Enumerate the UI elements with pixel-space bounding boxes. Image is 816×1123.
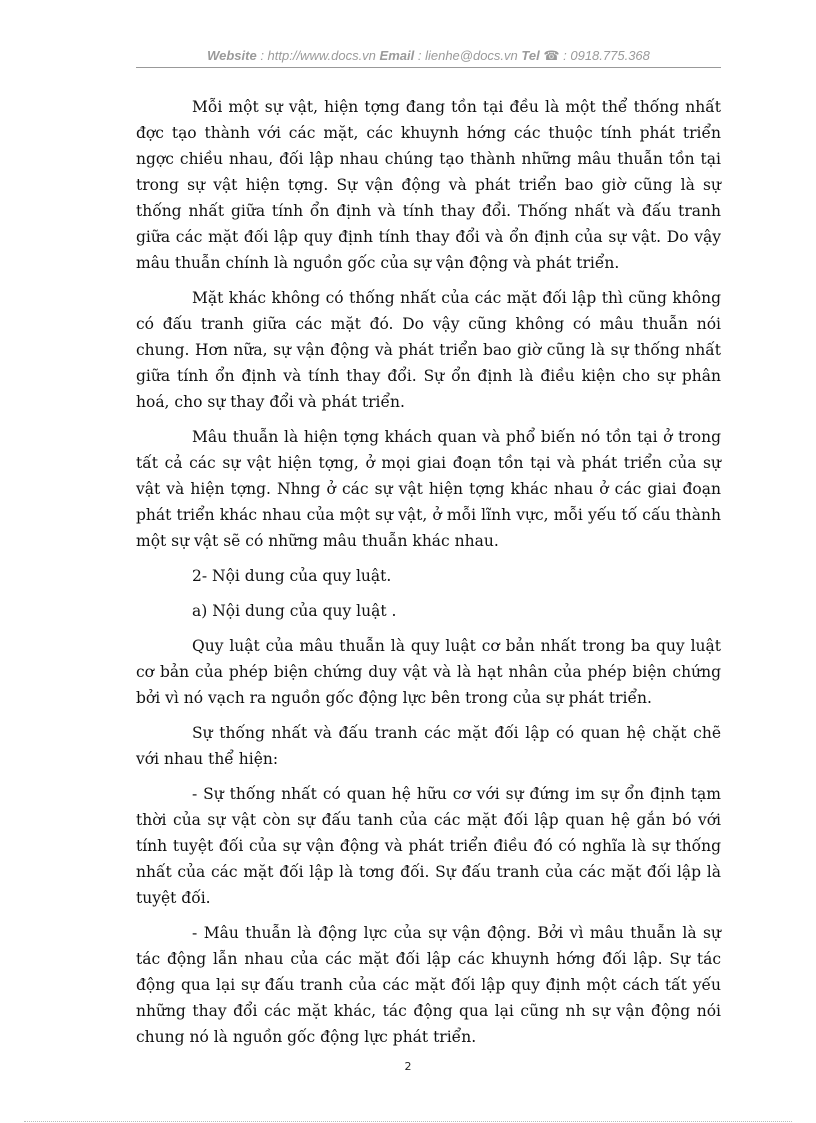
paragraph-law-of-contradiction: Quy luật của mâu thuẫn là quy luật cơ bản nhất trong ba quy luật cơ bản của phép biện chứng duy vật và là hạt nhân của phép biện chứng bởi vì nó vạch ra nguồn gốc động lực bên trong của sự phát triển. — [136, 637, 721, 707]
email-value: : lienhe@docs.vn — [417, 48, 518, 63]
bullet-contradiction-driving-force: - Mâu thuẫn là động lực của sự vận động. Bởi vì mâu thuẫn là sự tác động lẫn nhau của các mặt đối lập các khuynh hớng đối lập. Sự tác động qua lại sự đấu tranh của các mặt đối lập quy định một cách tất yếu những thay đổi các mặt khác, tác động qua lại cũng nh sự vận động nói chung nó là nguồn gốc động lực phát triển. — [136, 924, 721, 1046]
email-label: Email — [379, 48, 415, 63]
tel-label: Tel — [521, 48, 540, 63]
section-heading-law-content: 2- Nội dung của quy luật. — [192, 567, 392, 585]
document-body — [136, 94, 721, 1059]
subsection-heading-law-content: a) Nội dung của quy luật . — [192, 602, 397, 620]
page-number: 2 — [404, 1060, 412, 1073]
tel-value: ☎ : 0918.775.368 — [543, 48, 650, 63]
header-divider — [136, 67, 721, 68]
paragraph-close-relationship: Sự thống nhất và đấu tranh các mặt đối lập có quan hệ chặt chẽ với nhau thể hiện: — [136, 724, 721, 768]
paragraph-contradiction-unity: Mỗi một sự vật, hiện tợng đang tồn tại đều là một thể thống nhất đợc tạo thành với các mặt, các khuynh hớng các thuộc tính phát triển ngợc chiều nhau, đối lập nhau chúng tạo thành những mâu thuẫn tồn tại trong sự vật hiện tợng. Sự vận động và phát triển bao giờ cũng là sự thống nhất giữa tính ổn định và tính thay đổi. Thống nhất và đấu tranh giữa các mặt đối lập quy định tính thay đổi và ổn định của sự vật. Do vậy mâu thuẫn chính là nguồn gốc của sự vận động và phát triển. — [136, 98, 721, 272]
page-header — [136, 48, 721, 64]
website-label: Website — [207, 48, 257, 63]
page-bottom-border — [24, 1121, 792, 1122]
website-value: : http://www.docs.vn — [260, 48, 376, 63]
paragraph-struggle-opposites: Mặt khác không có thống nhất của các mặt đối lập thì cũng không có đấu tranh giữa các mặt đó. Do vậy cũng không có mâu thuẫn nói chung. Hơn nữa, sự vận động và phát triển bao giờ cũng là sự thống nhất giữa tính ổn định và tính thay đổi. Sự ổn định là điều kiện cho sự phân hoá, cho sự thay đổi và phát triển. — [136, 289, 721, 411]
paragraph-objective-universal: Mâu thuẫn là hiện tợng khách quan và phổ biến nó tồn tại ở trong tất cả các sự vật hiện tợng, ở mọi giai đoạn tồn tại và phát triển của sự vật và hiện tợng. Nhng ở các sự vật hiện tợng khác nhau ở các giai đoạn phát triển khác nhau của một sự vật, ở mỗi lĩnh vực, mỗi yếu tố cấu thành một sự vật sẽ có những mâu thuẫn khác nhau. — [136, 428, 721, 550]
bullet-unity-relative: - Sự thống nhất có quan hệ hữu cơ với sự đứng im sự ổn định tạm thời của sự vật còn sự đấu tanh của các mặt đối lập quan hệ gắn bó với tính tuyệt đối của sự vận động và phát triển điều đó có nghĩa là sự thống nhất của các mặt đối lập là tơng đối. Sự đấu tranh của các mặt đối lập là tuyệt đối. — [136, 785, 721, 907]
